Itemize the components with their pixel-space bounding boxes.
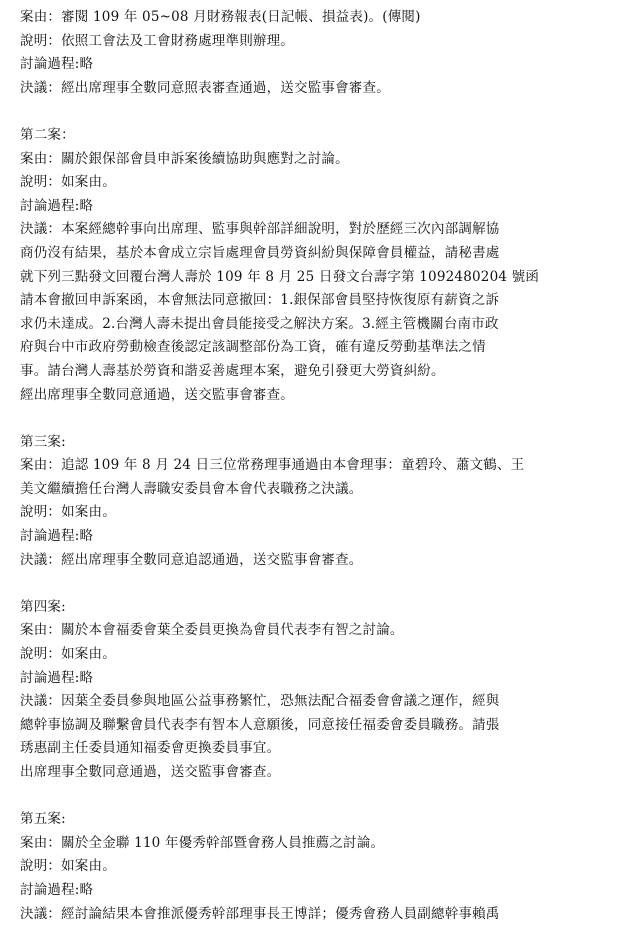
doc-line: 府與台中市政府勞動檢查後認定該調整部份為工資，確有違反勞動基準法之情 (20, 339, 486, 356)
doc-line: 美文繼續擔任台灣人壽職安委員會本會代表職務之決議。 (20, 480, 363, 497)
doc-line: 就下列三點發文回覆台灣人壽於 109 年 8 月 25 日發文台壽字第 1092480204 號函 (20, 268, 540, 285)
doc-line: 討論過程:略 (20, 56, 94, 73)
case-heading: 第三案: (20, 433, 66, 450)
doc-line: 案由：追認 109 年 8 月 24 日三位常務理事通過由本會理事：童碧玲、蕭文鶴、王 (20, 457, 525, 474)
case-heading: 第四案: (20, 598, 66, 615)
doc-line: 討論過程:略 (20, 669, 94, 686)
doc-line: 請本會撤回申訴案函，本會無法同意撤回：1.銀保部會員堅持恢復原有薪資之訴 (20, 292, 500, 309)
doc-line: 決議：經討論結果本會推派優秀幹部理事長王博詳；優秀會務人員副總幹事賴禹 (20, 905, 500, 922)
doc-line: 討論過程:略 (20, 197, 94, 214)
doc-line: 決議：本案經總幹事向出席理、監事與幹部詳細說明，對於歷經三次內部調解協 (20, 221, 500, 238)
blank-line (20, 407, 623, 431)
blank-line (20, 100, 623, 124)
doc-line: 案由：關於全金聯 110 年優秀幹部暨會務人員推薦之討論。 (20, 834, 385, 851)
doc-line: 說明：依照工會法及工會財務處理準則辦理。 (20, 32, 294, 49)
blank-line (20, 785, 623, 809)
doc-line: 出席理事全數同意通過，送交監事會審查。 (20, 764, 281, 780)
doc-line: 經出席理事全數同意通過，送交監事會審查。 (20, 386, 294, 403)
blank-line (20, 572, 623, 596)
doc-line: 討論過程:略 (20, 881, 94, 898)
doc-line: 決議：經出席理事全數同意照表審查通過，送交監事會審查。 (20, 79, 390, 96)
doc-line: 案由：關於銀保部會員申訴案後續協助與應對之討論。 (20, 150, 349, 167)
case-heading: 第二案： (20, 126, 75, 143)
doc-line: 總幹事協調及聯繫會員代表李有智本人意願後，同意接任福委會委員職務。請張 (20, 716, 500, 733)
doc-line: 案由：關於本會福委會葉全委員更換為會員代表李有智之討論。 (20, 622, 404, 639)
case-heading: 第五案: (20, 811, 66, 828)
doc-line: 說明：如案由。 (20, 646, 116, 663)
doc-line: 說明：如案由。 (20, 858, 116, 875)
doc-line: 說明：如案由。 (20, 174, 116, 191)
doc-line: 事。請台灣人壽基於勞資和諧妥善處理本案，避免引發更大勞資糾紛。 (20, 362, 445, 379)
doc-line: 商仍沒有結果，基於本會成立宗旨處理會員勞資糾紛與保障會員權益，請秘書處 (20, 244, 500, 261)
doc-line: 琇惠副主任委員通知福委會更換委員事宜。 (20, 740, 281, 757)
doc-line: 求仍未達成。2.台灣人壽未提出會員能接受之解決方案。3.經主管機關台南市政 (20, 315, 499, 332)
doc-line: 決議：經出席理事全數同意追認通過，送交監事會審查。 (20, 551, 363, 568)
doc-line: 說明：如案由。 (20, 504, 116, 521)
doc-line: 決議：因葉全委員參與地區公益事務繁忙，恐無法配合福委會會議之運作，經與 (20, 693, 500, 710)
doc-line: 案由：審閱 109 年 05~08 月財務報表(日記帳、損益表)。(傳閱) (20, 9, 421, 25)
doc-line: 討論過程:略 (20, 528, 94, 545)
